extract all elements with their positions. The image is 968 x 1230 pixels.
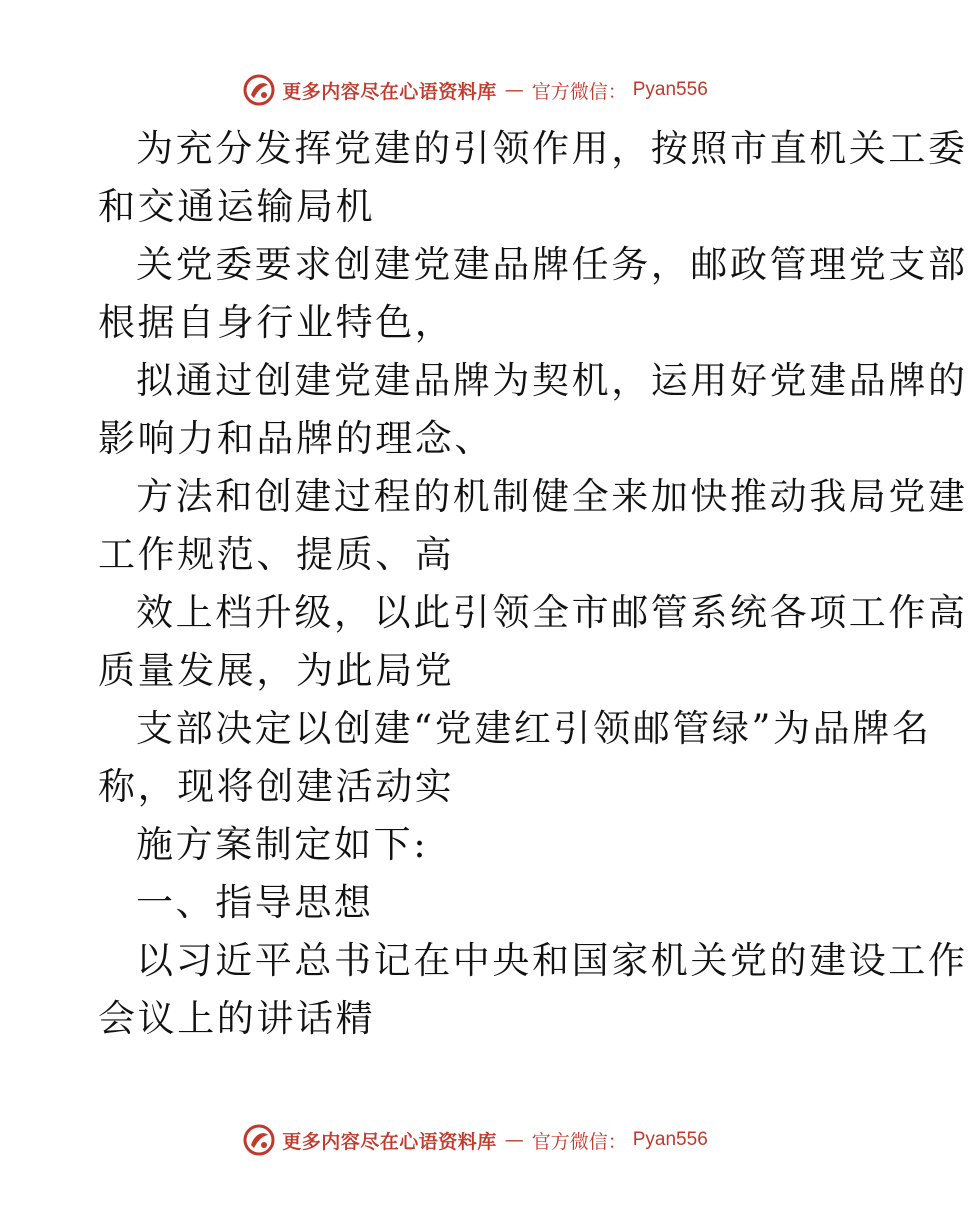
paragraph-line: 为充分发挥党建的引领作用，按照市直机关工委 <box>136 127 968 170</box>
paragraph-line: 根据自身行业特色， <box>98 301 455 344</box>
paragraph-line: 质量发展，为此局党 <box>98 649 455 692</box>
banner-wechat-id: Pyan556 <box>632 1129 708 1150</box>
footer-watermark-banner <box>0 1120 950 1160</box>
paragraph-line: 和交通运输局机 <box>98 185 376 228</box>
document-body <box>98 120 968 1048</box>
banner-label: 官方微信： <box>531 1130 627 1153</box>
paragraph-line: 方法和创建过程的机制健全来加快推动我局党建 <box>136 475 968 518</box>
paragraph-line: 关党委要求创建党建品牌任务，邮政管理党支部 <box>136 243 968 286</box>
paragraph-line: 影响力和品牌的理念、 <box>98 417 494 460</box>
banner-separator: — <box>504 1129 524 1151</box>
brand-logo-icon <box>242 1123 276 1157</box>
paragraph-line: 以习近平总书记在中央和国家机关党的建设工作 <box>136 939 968 982</box>
paragraph-line: 会议上的讲话精 <box>98 997 376 1040</box>
paragraph-line: 称，现将创建活动实 <box>98 765 455 808</box>
paragraph-line: 效上档升级，以此引领全市邮管系统各项工作高 <box>136 591 968 634</box>
banner-separator: — <box>504 79 524 101</box>
banner-label: 官方微信： <box>531 80 627 103</box>
paragraph-line: 拟通过创建党建品牌为契机，运用好党建品牌的 <box>136 359 968 402</box>
section-heading: 一、指导思想 <box>136 881 374 924</box>
banner-wechat-id: Pyan556 <box>632 79 708 100</box>
banner-text: 更多内容尽在心语资料库 <box>282 1130 497 1153</box>
banner-text: 更多内容尽在心语资料库 <box>282 80 497 103</box>
header-watermark-banner <box>0 70 950 110</box>
brand-logo-icon <box>242 73 276 107</box>
paragraph-line: 工作规范、提质、高 <box>98 533 455 576</box>
paragraph-line: 施方案制定如下: <box>136 823 429 866</box>
paragraph-line: 支部决定以创建“党建红引领邮管绿”为品牌名 <box>136 707 932 750</box>
